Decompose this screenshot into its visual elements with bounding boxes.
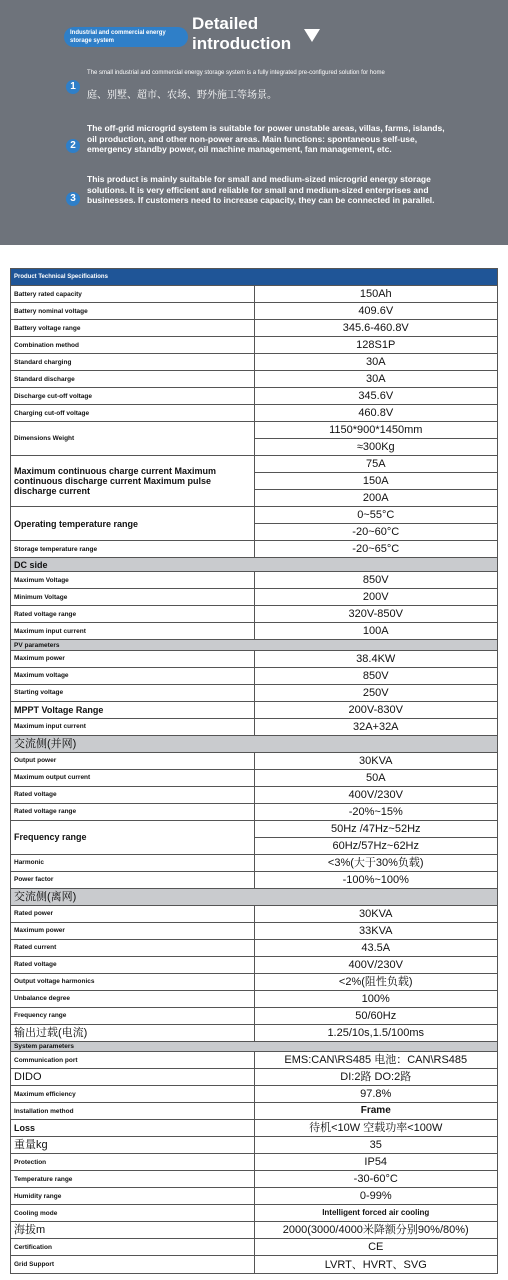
row-value: 30KVA [254,752,498,769]
row-value: 320V-850V [254,606,498,623]
table-row [11,956,498,973]
row-value: 50A [254,769,498,786]
row-value: -20%~15% [254,803,498,820]
row-label: Output power [11,752,255,769]
section-title-dc: DC side [11,558,498,572]
row-value: 38.4KW [254,650,498,667]
row-value: 33KVA [254,922,498,939]
row-label: Standard charging [11,354,255,371]
table-row [11,820,498,837]
table-row [11,905,498,922]
row-label: Dimensions Weight [11,422,255,456]
table-row [11,1154,498,1171]
row-value: 97.8% [254,1086,498,1103]
row-value: 200V-830V [254,701,498,718]
row-label: Rated current [11,939,255,956]
row-label: Rated voltage [11,786,255,803]
section-row [11,558,498,572]
table-row [11,354,498,371]
row-label: Battery voltage range [11,320,255,337]
row-label: Rated voltage range [11,803,255,820]
row-label: Temperature range [11,1171,255,1188]
row-label: DIDO [11,1069,255,1086]
row-label: Rated voltage range [11,606,255,623]
row-value: 409.6V [254,303,498,320]
table-row [11,456,498,473]
row-label: Rated voltage [11,956,255,973]
table-row [11,1120,498,1137]
row-value: 200A [254,490,498,507]
intro-banner [0,0,508,245]
row-value: 150A [254,473,498,490]
row-label: Power factor [11,871,255,888]
row-label: Maximum efficiency [11,1086,255,1103]
table-row [11,1007,498,1024]
row-label: Harmonic [11,854,255,871]
row-label: Charging cut-off voltage [11,405,255,422]
row-value: CE [254,1239,498,1256]
row-label: Output voltage harmonics [11,973,255,990]
row-label: Frequency range [11,820,255,854]
row-label: Battery nominal voltage [11,303,255,320]
row-label: Combination method [11,337,255,354]
row-label: MPPT Voltage Range [11,701,255,718]
section-title-ac-off-grid: 交流侧(离网) [11,888,498,905]
section-title-system: System parameters [11,1041,498,1051]
table-row [11,589,498,606]
row-label: Cooling mode [11,1205,255,1222]
row-value: 0-99% [254,1188,498,1205]
row-value: 30A [254,354,498,371]
table-row [11,388,498,405]
table-row [11,303,498,320]
table-row [11,337,498,354]
table-row [11,701,498,718]
intro-item-3-number: 3 [66,192,80,206]
row-label: Maximum power [11,922,255,939]
row-value: 30A [254,371,498,388]
row-label: Loss [11,1120,255,1137]
row-label: Maximum voltage [11,667,255,684]
row-value: 850V [254,572,498,589]
table-row [11,572,498,589]
row-value: 345.6V [254,388,498,405]
table-row [11,769,498,786]
row-value: -30-60°C [254,1171,498,1188]
table-row [11,939,498,956]
row-value: 1.25/10s,1.5/100ms [254,1024,498,1041]
intro-item-2-text: The off-grid microgrid system is suitable for power unstable areas, villas, farms, islands, oil production, and other non-power areas. Main functions: spontaneous self-use, emergency standby power, oil machine management, fan management, etc. [87,123,445,154]
row-value: EMS:CAN\RS485 电池：CAN\RS485 [254,1052,498,1069]
table-row [11,752,498,769]
row-label: Maximum output current [11,769,255,786]
row-value: 100% [254,990,498,1007]
row-label: Discharge cut-off voltage [11,388,255,405]
row-label: Maximum input current [11,623,255,640]
table-row [11,286,498,303]
table-row [11,1256,498,1274]
table-row [11,1205,498,1222]
table-row [11,1052,498,1069]
intro-item-1-text: The small industrial and commercial energy storage system is a fully integrated pre-configured solution for home [87,70,385,76]
table-row [11,667,498,684]
row-value: 400V/230V [254,786,498,803]
row-label: 海拔m [11,1222,255,1239]
table-row [11,320,498,337]
row-value: <3%(大于30%负载) [254,854,498,871]
table-row [11,684,498,701]
row-label: Maximum continuous charge current Maximum continuous discharge current Maximum pulse discharge current [11,456,255,507]
row-value: 32A+32A [254,718,498,735]
row-value: LVRT、HVRT、SVG [254,1256,498,1274]
intro-item-1-text-zh: 庭、别墅、超市、农场、野外施工等场景。 [87,90,277,101]
row-label: Protection [11,1154,255,1171]
row-value: 60Hz/57Hz~62Hz [254,837,498,854]
row-label: Rated power [11,905,255,922]
row-value: 128S1P [254,337,498,354]
table-row [11,1188,498,1205]
row-value: 75A [254,456,498,473]
intro-item-1-number: 1 [66,80,80,94]
section-row [11,1041,498,1051]
row-value: DI:2路 DO:2路 [254,1069,498,1086]
row-label: Operating temperature range [11,507,255,541]
row-value: -20~60°C [254,524,498,541]
table-row [11,1069,498,1086]
row-label: Maximum Voltage [11,572,255,589]
row-label: Frequency range [11,1007,255,1024]
table-row [11,422,498,439]
row-label: Maximum power [11,650,255,667]
row-value: 200V [254,589,498,606]
table-row [11,1024,498,1041]
section-title-ac-grid: 交流侧(并网) [11,735,498,752]
row-label: Storage temperature range [11,541,255,558]
table-row [11,1222,498,1239]
table-row [11,1137,498,1154]
row-value: <2%(阻性负载) [254,973,498,990]
intro-item-2-number: 2 [66,139,80,153]
row-value: 50/60Hz [254,1007,498,1024]
table-row [11,1171,498,1188]
row-value: 100A [254,623,498,640]
chevron-down-icon [304,29,320,42]
row-value: Frame [254,1103,498,1120]
row-label: Minimum Voltage [11,589,255,606]
intro-title: Detailed introduction [192,14,292,53]
row-label: Maximum input current [11,718,255,735]
row-value: 250V [254,684,498,701]
table-row [11,990,498,1007]
table-row [11,973,498,990]
row-value: 345.6-460.8V [254,320,498,337]
row-label: Grid Support [11,1256,255,1274]
row-label: Starting voltage [11,684,255,701]
row-value: Intelligent forced air cooling [254,1205,498,1222]
intro-pill-label: Industrial and commercial energy storage system [64,27,188,47]
section-row [11,888,498,905]
row-value: 460.8V [254,405,498,422]
row-value: 0~55°C [254,507,498,524]
row-label: 输出过载(电流) [11,1024,255,1041]
row-label: Unbalance degree [11,990,255,1007]
table-row [11,1086,498,1103]
row-label: Certification [11,1239,255,1256]
table-row [11,786,498,803]
row-label: Humidity range [11,1188,255,1205]
row-value: -20~65°C [254,541,498,558]
row-value: 30KVA [254,905,498,922]
table-row [11,650,498,667]
row-value: 50Hz /47Hz~52Hz [254,820,498,837]
table-row [11,1103,498,1120]
table-row [11,922,498,939]
spec-table-header: Product Technical Specifications [11,269,498,286]
row-value: 400V/230V [254,956,498,973]
row-value: IP54 [254,1154,498,1171]
row-label: Communication port [11,1052,255,1069]
spec-table [10,268,498,1274]
table-row [11,854,498,871]
row-value: 待机<10W 空载功率<100W [254,1120,498,1137]
row-label: Standard discharge [11,371,255,388]
table-row [11,606,498,623]
table-row [11,803,498,820]
row-value: 150Ah [254,286,498,303]
row-label: Installation method [11,1103,255,1120]
table-row [11,718,498,735]
table-row [11,623,498,640]
row-value: 35 [254,1137,498,1154]
row-value: -100%~100% [254,871,498,888]
spec-table-header-row [11,269,498,286]
row-value: 1150*900*1450mm [254,422,498,439]
section-title-pv: PV parameters [11,640,498,650]
table-row [11,541,498,558]
section-row [11,735,498,752]
row-value: ≈300Kg [254,439,498,456]
table-row [11,507,498,524]
row-value: 43.5A [254,939,498,956]
intro-item-3-text: This product is mainly suitable for small and medium-sized microgrid energy storage solutions. It is very efficient and reliable for small and medium-sized enterprises and businesses. If customers need to increase capacity, they can be connected in parallel. [87,174,435,205]
table-row [11,405,498,422]
table-row [11,1239,498,1256]
row-label: Battery rated capacity [11,286,255,303]
table-row [11,871,498,888]
section-row [11,640,498,650]
row-label: 重量kg [11,1137,255,1154]
row-value: 2000(3000/4000米降额分别90%/80%) [254,1222,498,1239]
table-row [11,371,498,388]
row-value: 850V [254,667,498,684]
